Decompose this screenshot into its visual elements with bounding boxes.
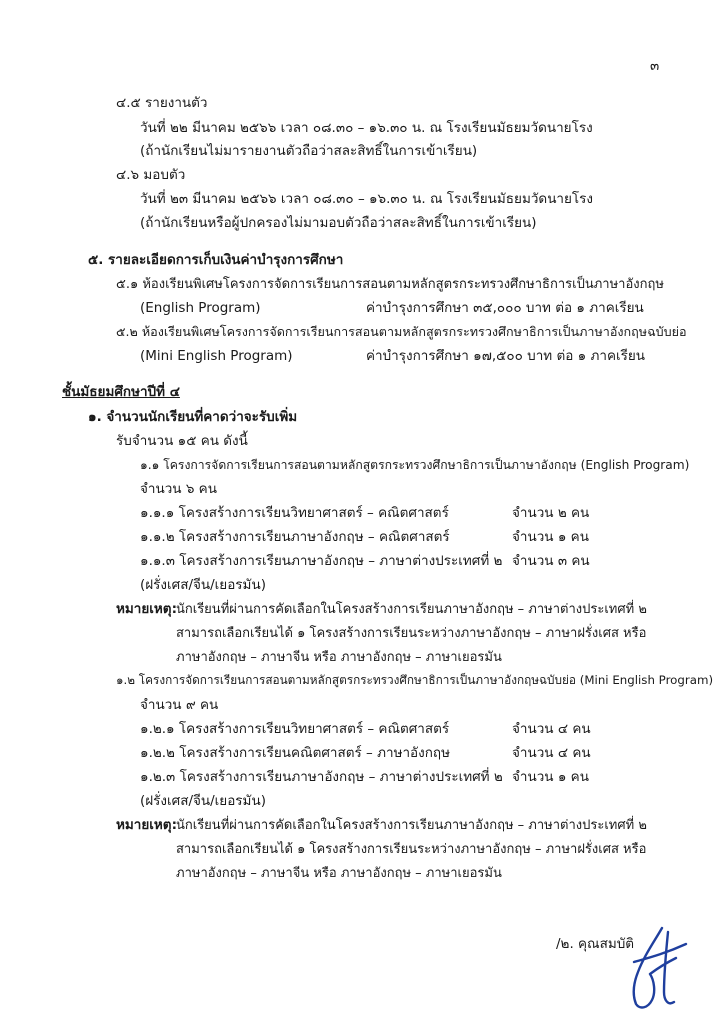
section-5-2-title: ๕.๒ ห้องเรียนพิเศษโครงการจัดการเรียนการสอนตามหลักสูตรกระทรวงศึกษาธิการเป็นภาษาอังกฤษฉบับย่อ: [116, 324, 687, 339]
structure-label: ๑.๑.๑ โครงสร้างการเรียนวิทยาศาสตร์ – คณิตศาสตร์: [140, 505, 449, 521]
structure-count: จำนวน ๑ คน: [512, 769, 589, 785]
section-5-heading: ๕. รายละเอียดการเก็บเงินค่าบำรุงการศึกษา: [88, 252, 344, 268]
remark-line: นักเรียนที่ผ่านการคัดเลือกในโครงสร้างการเรียนภาษาอังกฤษ – ภาษาต่างประเทศที่ ๒: [176, 818, 647, 833]
languages-note: (ฝรั่งเศส/จีน/เยอรมัน): [140, 793, 266, 809]
structure-label: ๑.๒.๓ โครงสร้างการเรียนภาษาอังกฤษ – ภาษาต่างประเทศที่ ๒: [140, 769, 503, 785]
page-number: ๓: [650, 58, 660, 74]
structure-count: จำนวน ๒ คน: [512, 505, 590, 521]
grade-4-intro: รับจำนวน ๑๕ คน ดังนี้: [116, 433, 248, 449]
section-4-6-heading: ๔.๖ มอบตัว: [116, 167, 186, 183]
program-1-1-count: จำนวน ๖ คน: [140, 481, 217, 497]
remark-line: นักเรียนที่ผ่านการคัดเลือกในโครงสร้างการเรียนภาษาอังกฤษ – ภาษาต่างประเทศที่ ๒: [176, 602, 647, 617]
structure-count: จำนวน ๔ คน: [512, 721, 591, 737]
program-1-1-title: ๑.๑ โครงการจัดการเรียนการสอนตามหลักสูตรกระทรวงศึกษาธิการเป็นภาษาอังกฤษ (English Program): [140, 458, 690, 472]
section-4-6-note: (ถ้านักเรียนหรือผู้ปกครองไม่มามอบตัวถือว่าสละสิทธิ์ในการเข้าเรียน): [140, 215, 537, 231]
program-1-2-title: ๑.๒ โครงการจัดการเรียนการสอนตามหลักสูตรกระทรวงศึกษาธิการเป็นภาษาอังกฤษฉบับย่อ (Mini English Program): [116, 673, 714, 687]
section-4-5-heading: ๔.๕ รายงานตัว: [116, 95, 208, 111]
section-4-5-note: (ถ้านักเรียนไม่มารายงานตัวถือว่าสละสิทธิ์ในการเข้าเรียน): [140, 143, 478, 159]
structure-label: ๑.๑.๓ โครงสร้างการเรียนภาษาอังกฤษ – ภาษาต่างประเทศที่ ๒: [140, 553, 503, 569]
signature-mark: [614, 922, 694, 1014]
section-4-6-date-line: วันที่ ๒๓ มีนาคม ๒๕๖๖ เวลา ๐๘.๓๐ – ๑๖.๓๐ น. ณ โรงเรียนมัธยมวัดนายโรง: [140, 191, 594, 207]
section-5-1-title: ๕.๑ ห้องเรียนพิเศษโครงการจัดการเรียนการสอนตามหลักสูตรกระทรวงศึกษาธิการเป็นภาษาอังกฤษ: [116, 277, 664, 292]
structure-count: จำนวน ๑ คน: [512, 529, 589, 545]
program-1-2-count: จำนวน ๙ คน: [140, 697, 219, 713]
remark-line: ภาษาอังกฤษ – ภาษาจีน หรือ ภาษาอังกฤษ – ภาษาเยอรมัน: [176, 650, 502, 665]
remark-line: ภาษาอังกฤษ – ภาษาจีน หรือ ภาษาอังกฤษ – ภาษาเยอรมัน: [176, 866, 502, 881]
section-5-2-program: (Mini English Program): [140, 348, 293, 364]
remark-label: หมายเหตุ:: [116, 601, 177, 617]
remark-line: สามารถเลือกเรียนได้ ๑ โครงสร้างการเรียนระหว่างภาษาอังกฤษ – ภาษาฝรั่งเศส หรือ: [176, 626, 647, 641]
grade-4-sub-heading: ๑. จำนวนนักเรียนที่คาดว่าจะรับเพิ่ม: [88, 409, 298, 425]
structure-label: ๑.๒.๑ โครงสร้างการเรียนวิทยาศาสตร์ – คณิตศาสตร์: [140, 721, 450, 737]
remark-label: หมายเหตุ:: [116, 817, 177, 833]
structure-count: จำนวน ๓ คน: [512, 553, 590, 569]
section-4-5-date-line: วันที่ ๒๒ มีนาคม ๒๕๖๖ เวลา ๐๘.๓๐ – ๑๖.๓๐ น. ณ โรงเรียนมัธยมวัดนายโรง: [140, 120, 593, 136]
section-5-2-fee: ค่าบำรุงการศึกษา ๑๗,๕๐๐ บาท ต่อ ๑ ภาคเรียน: [366, 348, 646, 364]
continuation-marker: /๒. คุณสมบัติ: [556, 936, 635, 952]
remark-line: สามารถเลือกเรียนได้ ๑ โครงสร้างการเรียนระหว่างภาษาอังกฤษ – ภาษาฝรั่งเศส หรือ: [176, 842, 647, 857]
structure-label: ๑.๒.๒ โครงสร้างการเรียนคณิตศาสตร์ – ภาษาอังกฤษ: [140, 745, 451, 761]
structure-count: จำนวน ๔ คน: [512, 745, 591, 761]
structure-label: ๑.๑.๒ โครงสร้างการเรียนภาษาอังกฤษ – คณิตศาสตร์: [140, 529, 450, 545]
grade-4-heading: ชั้นมัธยมศึกษาปีที่ ๔: [62, 384, 180, 400]
languages-note: (ฝรั่งเศส/จีน/เยอรมัน): [140, 577, 266, 593]
section-5-1-fee: ค่าบำรุงการศึกษา ๓๕,๐๐๐ บาท ต่อ ๑ ภาคเรียน: [366, 300, 644, 316]
section-5-1-program: (English Program): [140, 300, 261, 316]
